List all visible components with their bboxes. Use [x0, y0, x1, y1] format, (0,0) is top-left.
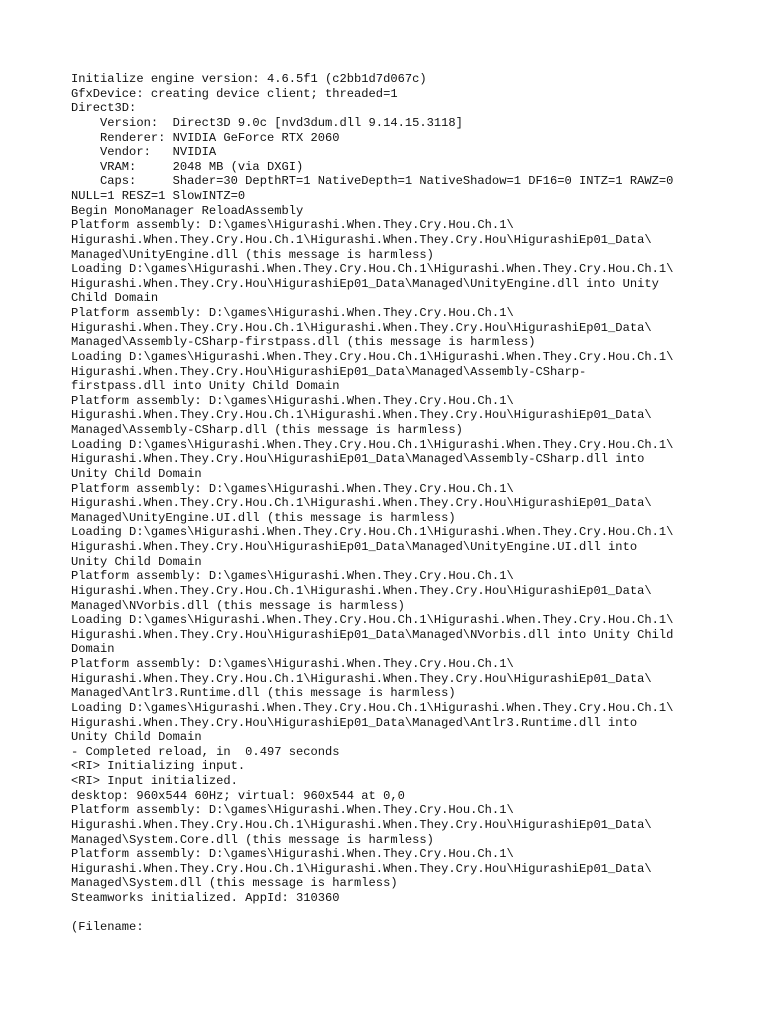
log-line: <RI> Input initialized.	[71, 774, 238, 788]
log-line: Higurashi.When.They.Cry.Hou\HigurashiEp01_Data\Managed\Assembly-CSharp-	[71, 364, 587, 379]
log-line: Unity Child Domain	[71, 466, 202, 481]
log-line: Steamworks initialized. AppId: 310360	[71, 891, 340, 905]
log-line: Platform assembly: D:\games\Higurashi.When.They.Cry.Hou.Ch.1\	[71, 569, 514, 584]
log-line: - Completed reload, in 0.497 seconds	[71, 744, 340, 759]
log-line: desktop: 960x544 60Hz; virtual: 960x544 at 0,0	[71, 788, 405, 803]
log-line: Direct3D:	[71, 101, 137, 116]
log-line: Domain	[71, 642, 115, 657]
log-line: Managed\UnityEngine.dll (this message is harmless)	[71, 247, 434, 262]
log-line: Higurashi.When.They.Cry.Hou.Ch.1\Higurashi.When.They.Cry.Hou\HigurashiEp01_Data\	[71, 232, 652, 247]
log-line: Managed\NVorbis.dll (this message is harmless)	[71, 598, 405, 613]
log-line: Loading D:\games\Higurashi.When.They.Cry.Hou.Ch.1\Higurashi.When.They.Cry.Hou.Ch.1\	[71, 262, 674, 277]
log-line: Higurashi.When.They.Cry.Hou.Ch.1\Higurashi.When.They.Cry.Hou\HigurashiEp01_Data\	[71, 671, 652, 686]
log-line: Higurashi.When.They.Cry.Hou\HigurashiEp01_Data\Managed\UnityEngine.UI.dll into	[71, 540, 638, 554]
log-line: Platform assembly: D:\games\Higurashi.When.They.Cry.Hou.Ch.1\	[71, 393, 514, 408]
log-line: Higurashi.When.They.Cry.Hou\HigurashiEp01_Data\Managed\Antlr3.Runtime.dll into	[71, 715, 638, 730]
log-line: Higurashi.When.They.Cry.Hou\HigurashiEp01_Data\Managed\NVorbis.dll into Unity Child	[71, 627, 674, 642]
log-line: NULL=1 RESZ=1 SlowINTZ=0	[71, 189, 246, 203]
log-line: Platform assembly: D:\games\Higurashi.When.They.Cry.Hou.Ch.1\	[71, 803, 514, 818]
log-line: Platform assembly: D:\games\Higurashi.When.They.Cry.Hou.Ch.1\	[71, 306, 514, 320]
log-line: GfxDevice: creating device client; threaded=1	[71, 86, 398, 101]
log-line: Begin MonoManager ReloadAssembly	[71, 203, 304, 218]
log-line: Managed\System.Core.dll (this message is harmless)	[71, 832, 434, 847]
log-line: Platform assembly: D:\games\Higurashi.When.They.Cry.Hou.Ch.1\	[71, 847, 514, 862]
log-line: Higurashi.When.They.Cry.Hou.Ch.1\Higurashi.When.They.Cry.Hou\HigurashiEp01_Data\	[71, 408, 652, 423]
log-line: <RI> Initializing input.	[71, 759, 246, 774]
log-line: Vendor: NVIDIA	[71, 145, 217, 160]
log-line: Platform assembly: D:\games\Higurashi.When.They.Cry.Hou.Ch.1\	[71, 657, 514, 671]
log-line: Unity Child Domain	[71, 554, 202, 569]
log-line: Version: Direct3D 9.0c [nvd3dum.dll 9.14.15.3118]	[71, 115, 463, 130]
log-line: Renderer: NVIDIA GeForce RTX 2060	[71, 130, 340, 145]
log-line: Loading D:\games\Higurashi.When.They.Cry.Hou.Ch.1\Higurashi.When.They.Cry.Hou.Ch.1\	[71, 525, 674, 540]
log-line	[71, 906, 731, 921]
log-line: (Filename:	[71, 920, 144, 935]
log-line: Managed\Antlr3.Runtime.dll (this message is harmless)	[71, 686, 456, 701]
log-line: Loading D:\games\Higurashi.When.They.Cry.Hou.Ch.1\Higurashi.When.They.Cry.Hou.Ch.1\	[71, 700, 674, 715]
log-line: Managed\Assembly-CSharp.dll (this message is harmless)	[71, 423, 463, 437]
log-line: firstpass.dll into Unity Child Domain	[71, 379, 340, 394]
log-line: Managed\System.dll (this message is harmless)	[71, 876, 398, 891]
log-line: Managed\Assembly-CSharp-firstpass.dll (this message is harmless)	[71, 335, 536, 350]
log-line: Higurashi.When.They.Cry.Hou\HigurashiEp01_Data\Managed\Assembly-CSharp.dll into	[71, 452, 645, 467]
log-line: Higurashi.When.They.Cry.Hou.Ch.1\Higurashi.When.They.Cry.Hou\HigurashiEp01_Data\	[71, 320, 652, 335]
log-line: Managed\UnityEngine.UI.dll (this message is harmless)	[71, 510, 456, 525]
log-line: VRAM: 2048 MB (via DXGI)	[71, 159, 304, 174]
log-line: Loading D:\games\Higurashi.When.They.Cry.Hou.Ch.1\Higurashi.When.They.Cry.Hou.Ch.1\	[71, 437, 674, 452]
log-line: Higurashi.When.They.Cry.Hou.Ch.1\Higurashi.When.They.Cry.Hou\HigurashiEp01_Data\	[71, 861, 652, 876]
log-line: Platform assembly: D:\games\Higurashi.When.They.Cry.Hou.Ch.1\	[71, 481, 514, 496]
log-line: Caps: Shader=30 DepthRT=1 NativeDepth=1 NativeShadow=1 DF16=0 INTZ=1 RAWZ=0	[71, 174, 674, 189]
log-line: Higurashi.When.They.Cry.Hou\HigurashiEp01_Data\Managed\UnityEngine.dll into Unity	[71, 276, 659, 291]
log-line: Higurashi.When.They.Cry.Hou.Ch.1\Higurashi.When.They.Cry.Hou\HigurashiEp01_Data\	[71, 817, 652, 832]
log-line: Higurashi.When.They.Cry.Hou.Ch.1\Higurashi.When.They.Cry.Hou\HigurashiEp01_Data\	[71, 496, 652, 511]
log-text-block	[71, 72, 731, 935]
log-line: Initialize engine version: 4.6.5f1 (c2bb1d7d067c)	[71, 72, 427, 86]
log-line: Higurashi.When.They.Cry.Hou.Ch.1\Higurashi.When.They.Cry.Hou\HigurashiEp01_Data\	[71, 583, 652, 598]
log-line: Platform assembly: D:\games\Higurashi.When.They.Cry.Hou.Ch.1\	[71, 218, 514, 233]
log-line: Unity Child Domain	[71, 730, 202, 745]
log-line: Loading D:\games\Higurashi.When.They.Cry.Hou.Ch.1\Higurashi.When.They.Cry.Hou.Ch.1\	[71, 349, 674, 364]
log-line: Child Domain	[71, 291, 159, 306]
log-line: Loading D:\games\Higurashi.When.They.Cry.Hou.Ch.1\Higurashi.When.They.Cry.Hou.Ch.1\	[71, 613, 674, 628]
